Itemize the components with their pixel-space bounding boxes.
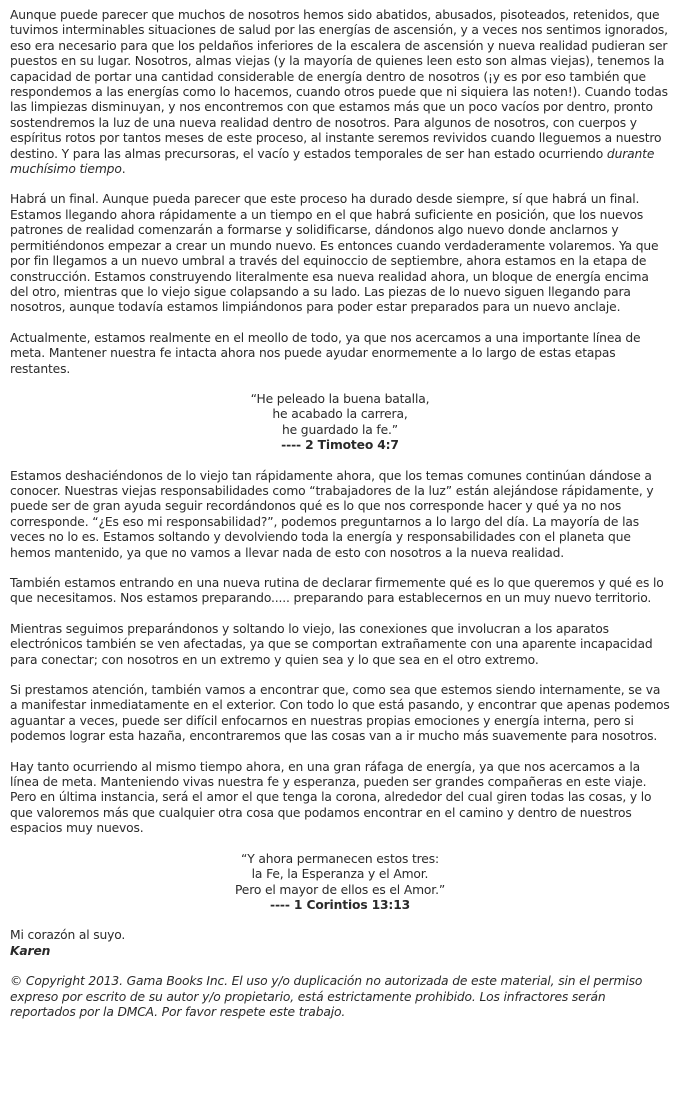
quote-citation: ---- 2 Timoteo 4:7: [281, 438, 399, 453]
paragraph-1-end: .: [121, 162, 126, 177]
paragraph-1-text: Aunque puede parecer que muchos de nosotros hemos sido abatidos, abusados, pisoteados, retenidos, que tuvimos interminables situaciones de salud por las energías de ascensión, y a veces nos sentimos ignorados, eso era necesario para que los peldaños inferiores de la escalera de ascensión y nueva realidad pudieran ser puestos en su lugar. Nosotros, almas viejas (y la mayoría de quienes leen esto son almas viejas), tenemos la capacidad de portar una cantidad considerable de energía dentro de nosotros (¡y es por eso también que respondemos a las energías como lo hacemos, cuando otros puede que ni siquiera las noten!). Cuando todas las limpiezas disminuyan, y nos encontremos con que estamos más que un poco vacíos por dentro, pronto sostendremos la luz de una nueva realidad dentro de nosotros. Para algunos de nosotros, con cuerpos y espíritus rotos por tantos meses de este proceso, al instante seremos revividos cuando lleguemos a nuestro destino. Y para las almas precursoras, el vacío y estados temporales de ser han estado ocurriendo: [10, 8, 668, 161]
closing-line: Mi corazón al suyo.: [10, 928, 126, 943]
quote-line: la Fe, la Esperanza y el Amor.: [251, 867, 429, 882]
paragraph-1: [10, 8, 670, 177]
copyright-notice: © Copyright 2013. Gama Books Inc. El uso y/o duplicación no autorizada de este material, sin el permiso expreso por escrito de su autor y/o propietario, está estrictamente prohibido. Los infractores serán reportados por la DMCA. Por favor respete este trabajo.: [10, 974, 643, 1019]
author-signature: Karen: [10, 943, 51, 958]
paragraph-8: Hay tanto ocurriendo al mismo tiempo ahora, en una gran ráfaga de energía, ya que nos acercamos a la línea de meta. Manteniendo vivas nuestra fe y esperanza, pueden ser grandes compañeras en este viaje. Pero en última instancia, será el amor el que tenga la corona, alrededor del cual giren todas las cosas, y lo que valoremos más que cualquier otra cosa que podamos encontrar en el camino y dentro de nuestros espacios muy nuevos.: [10, 759, 652, 836]
quote-citation: ---- 1 Corintios 13:13: [269, 897, 411, 912]
paragraph-7: Si prestamos atención, también vamos a encontrar que, como sea que estemos siendo internamente, se va a manifestar inmediatamente en el exterior. Con todo lo que está pasando, y encontrar que apenas podemos aguantar a veces, puede ser difícil enfocarnos en nuestras propias emociones y energía interna, pero si podemos lograr esta hazaña, encontraremos que las cosas van a ir mucho más suavemente para nosotros.: [10, 683, 670, 744]
closing-block: [10, 928, 670, 959]
paragraph-2: Habrá un final. Aunque pueda parecer que este proceso ha durado desde siempre, sí que habrá un final. Estamos llegando ahora rápidamente a un tiempo en el que habrá suficiente en posición, que los nuevos patrones de realidad comenzarán a formarse y solidificarse, dándonos algo nuevo donde anclarnos y permitiéndonos empezar a crear un mundo nuevo. Es entonces cuando verdaderamente volaremos. Ya que por fin llegamos a un nuevo umbral a través del equinoccio de septiembre, ahora estamos en la etapa de construcción. Estamos construyendo literalmente esa nueva realidad ahora, un bloque de energía encima del otro, mientras que lo viejo sigue colapsando a su lado. Las piezas de lo nuevo siguen llegando para nosotros, aunque todavía estamos limpiándonos para poder estar preparados para un nuevo anclaje.: [10, 192, 659, 315]
quote-line: “Y ahora permanecen estos tres:: [241, 851, 439, 866]
paragraph-1-emphasis: durante muchísimo tiempo: [10, 146, 655, 177]
bible-quote-corintios: [10, 852, 670, 914]
paragraph-6: Mientras seguimos preparándonos y soltando lo viejo, las conexiones que involucran a los aparatos electrónicos también se ven afectadas, ya que se comportan extrañamente con una aparente incapacidad para conectar; con nosotros en un extremo y quien sea y lo que sea en el otro extremo.: [10, 621, 653, 667]
paragraph-4: Estamos deshaciéndonos de lo viejo tan rápidamente ahora, que los temas comunes continúan dándose a conocer. Nuestras viejas responsabilidades como “trabajadores de la luz” están alejándose rápidamente, y puede ser de gran ayuda seguir recordándonos qué es lo que nos corresponde hacer y qué ya no nos corresponde. “¿Es eso mi responsabilidad?”, podemos preguntarnos a lo largo del día. La mayoría de las veces no lo es. Estamos soltando y devolviendo toda la energía y responsabilidades con el planeta que hemos mantenido, ya que no vamos a llevar nada de esto con nosotros a la nueva realidad.: [10, 468, 654, 560]
quote-line: he acabado la carrera,: [272, 407, 408, 422]
quote-line: Pero el mayor de ellos es el Amor.”: [234, 882, 446, 897]
paragraph-5: También estamos entrando en una nueva rutina de declarar firmemente qué es lo que queremos y qué es lo que necesitamos. Nos estamos preparando..... preparando para establecernos en un muy nuevo territorio.: [10, 576, 664, 606]
quote-line: he guardado la fe.”: [281, 422, 398, 437]
paragraph-3: Actualmente, estamos realmente en el meollo de todo, ya que nos acercamos a una importante línea de meta. Mantener nuestra fe intacta ahora nos puede ayudar enormemente a lo largo de estas etapas restantes.: [10, 330, 641, 376]
bible-quote-timoteo: [10, 392, 670, 454]
quote-line: “He peleado la buena batalla,: [250, 391, 430, 406]
